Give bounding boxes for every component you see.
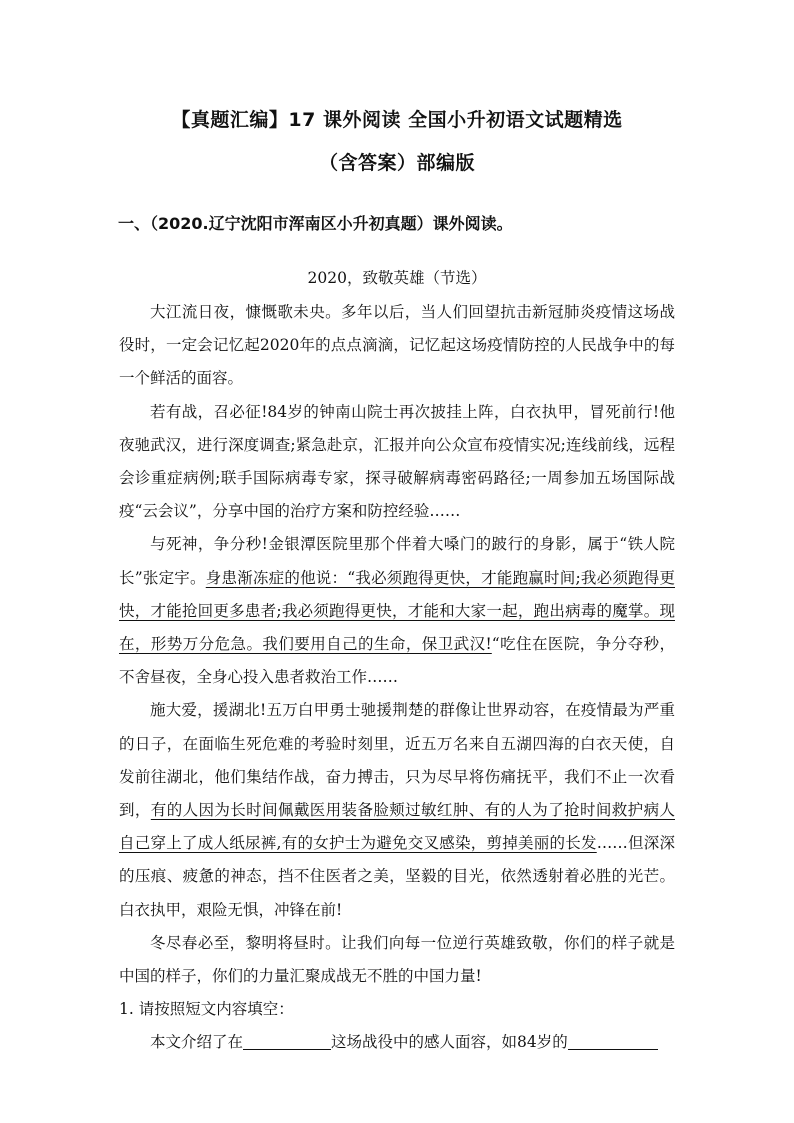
answer-blank-2[interactable] bbox=[568, 1034, 658, 1051]
question-1-text bbox=[119, 1026, 675, 1059]
paragraph-1: 大江流日夜，慷慨歌未央。多年以后，当人们回望抗击新冠肺炎疫情这场战役时，一定会记忆起2020年的点点滴滴，记忆起这场疫情防控的人民战争中的每一个鲜活的面容。 bbox=[119, 303, 675, 388]
underlined-sentence: 有的人因为长时间佩戴医用装备脸颊过敏红肿、有的人为了抢时间救护病人自己穿上了成人纸尿裤,有的女护士为避免交叉感染，剪掉美丽的长发 bbox=[119, 801, 675, 853]
paragraph-4 bbox=[119, 694, 675, 926]
document-title-line1: 【真题汇编】17 课外阅读 全国小升初语文试题精选 bbox=[171, 109, 623, 131]
question-1-text-b: 这场战役中的感人面容，如84岁的 bbox=[331, 1033, 568, 1052]
paragraph-3 bbox=[119, 528, 675, 694]
question-1-text-a: 本文介绍了在 bbox=[150, 1033, 244, 1052]
answer-blank-1[interactable] bbox=[243, 1034, 331, 1051]
paragraph-3-text: 与死神，争分秒!金银潭医院里那个伴着大嗓门的跛行的身影，属于“铁人院长”张定宇。 bbox=[119, 535, 675, 587]
paragraph-4-text: 施大爱，援湖北!五万白甲勇士驰援荆楚的群像让世界动容，在疫情最为严重的日子，在面临生死危难的考验时刻里，近五万名来自五湖四海的白衣天使，自发前往湖北，他们集结作战，奋力搏击，只为尽早将伤痛抚平，我们不止一次看到， bbox=[119, 701, 675, 820]
underlined-quote: 身患渐冻症的他说：“我必须跑得更快，才能跑赢时间;我必须跑得更快，才能抢回更多患者;我必须跑得更快，才能和大家一起，跑出病毒的魔掌。现在，形势万分危急。我们要用自己的生命，保卫武汉! bbox=[119, 568, 675, 654]
paragraph-3-tail: “吃住在医院，争分夺秒，不舍昼夜，全身心投入患者救治工作…… bbox=[119, 635, 675, 687]
article-body bbox=[119, 296, 675, 1060]
question-1-title: 1. 请按照短文内容填空： bbox=[119, 1000, 294, 1019]
document-title-line2: （含答案）部编版 bbox=[318, 152, 475, 174]
paragraph-4-tail: ……但深深的压痕、疲惫的神态，挡不住医者之美，坚毅的目光，依然透射着必胜的光芒。白衣执甲，艰险无惧，冲锋在前! bbox=[119, 834, 675, 919]
section-heading: 一、（2020.辽宁沈阳市浑南区小升初真题）课外阅读。 bbox=[118, 214, 513, 233]
article-title: 2020，致敬英雄（节选） bbox=[307, 269, 487, 287]
paragraph-2: 若有战，召必征!84岁的钟南山院士再次披挂上阵，白衣执甲，冒死前行!他夜驰武汉，进行深度调查;紧急赴京，汇报并向公众宣布疫情实况;连线前线，远程会诊重症病例;联手国际病毒专家，探寻破解病毒密码路径;一周参加五场国际战疫“云会议”，分享中国的治疗方案和防控经验…… bbox=[119, 402, 675, 521]
paragraph-5: 冬尽春必至，黎明将昼时。让我们向每一位逆行英雄致敬，你们的样子就是中国的样子，你们的力量汇聚成战无不胜的中国力量! bbox=[119, 933, 675, 986]
